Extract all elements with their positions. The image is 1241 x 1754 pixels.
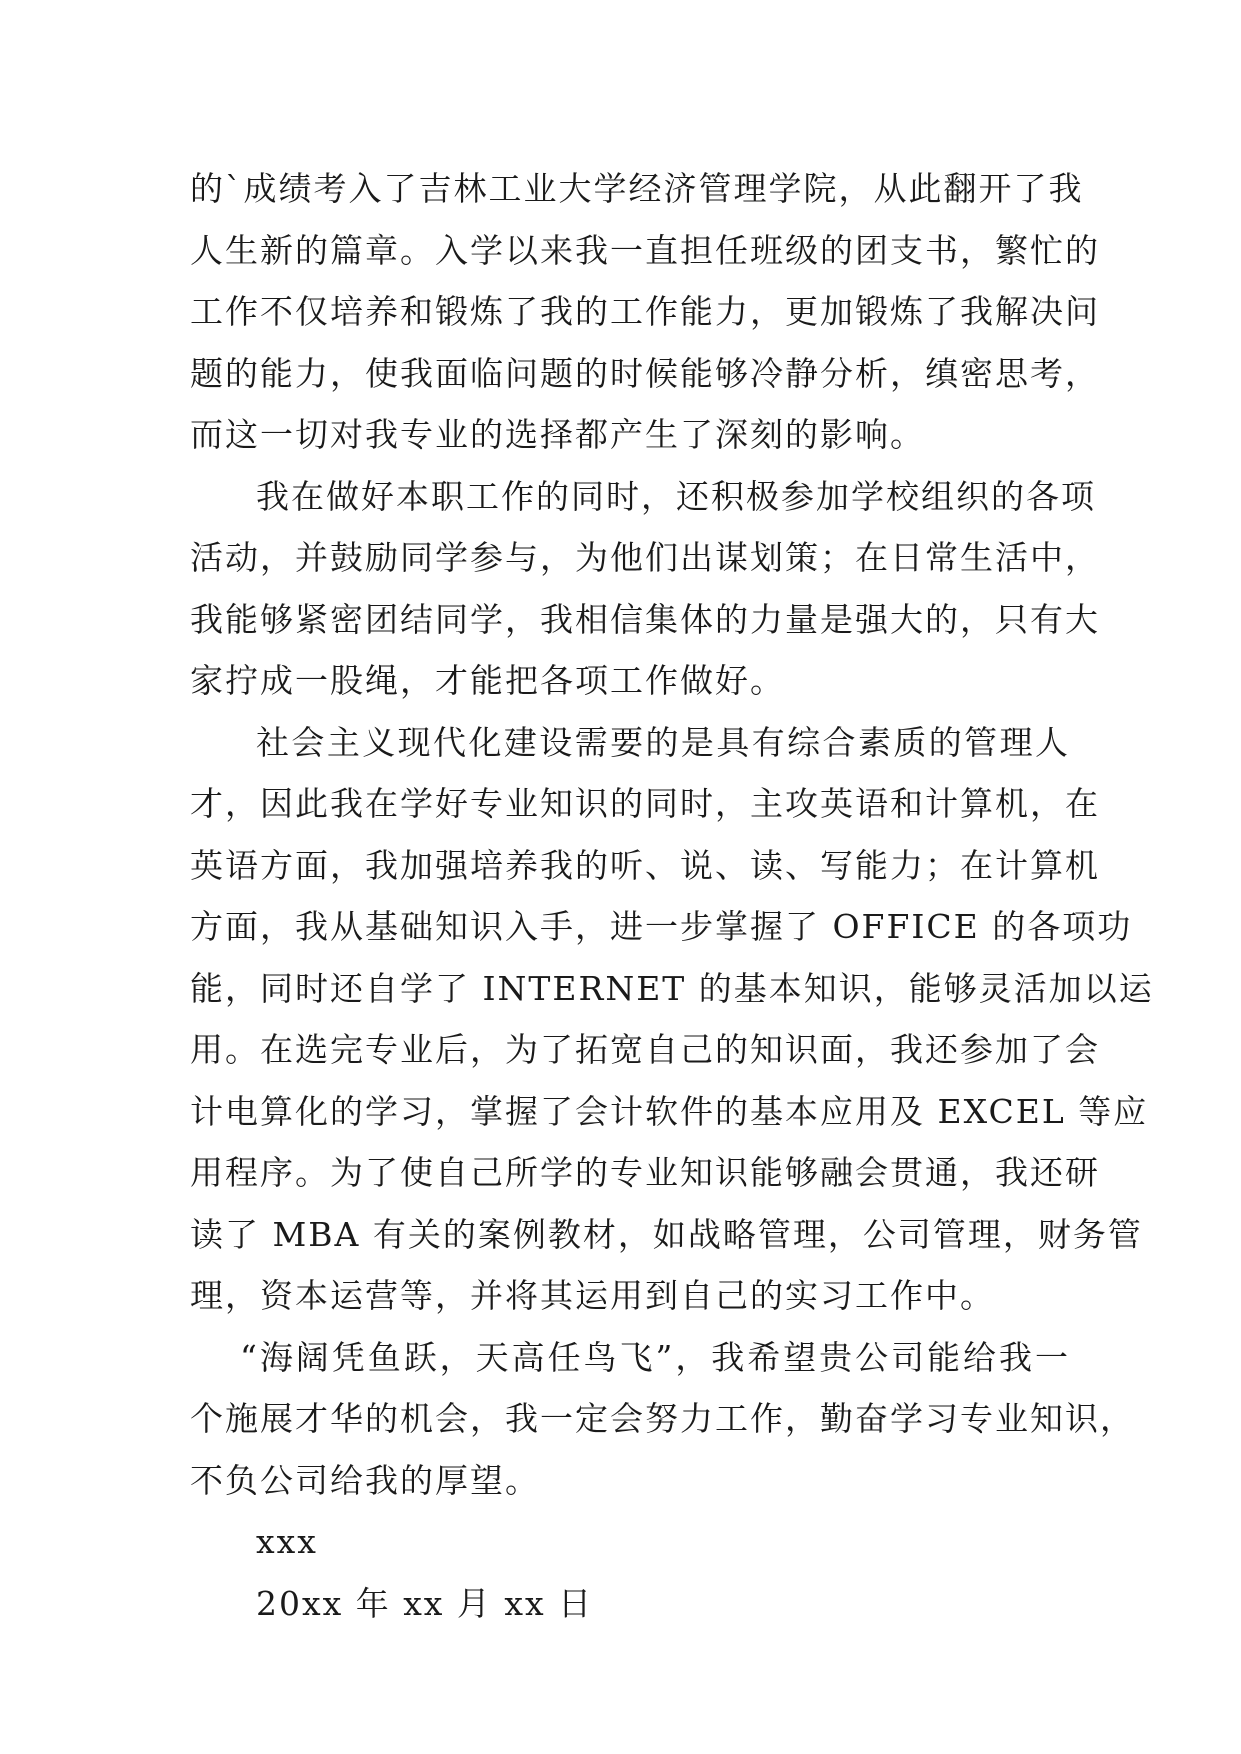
text-line: 方面，我从基础知识入手，进一步掌握了 OFFICE 的各项功 [190,907,1133,946]
text-line: 我能够紧密团结同学，我相信集体的力量是强大的，只有大 [190,599,1100,639]
text-line: 英语方面，我加强培养我的听、说、读、写能力；在计算机 [190,845,1100,885]
text-line: 读了 MBA 有关的案例教材，如战略管理，公司管理，财务管 [190,1214,1143,1254]
text-line: 用。在选完专业后，为了拓宽自己的知识面，我还参加了会 [190,1030,1100,1069]
paragraph-4 [190,1327,1135,1512]
text-line: 能，同时还自学了 INTERNET 的基本知识，能够灵活加以运 [190,968,1154,1008]
text-line: 才，因此我在学好专业知识的同时，主攻英语和计算机，在 [190,784,1100,823]
text-line: 社会主义现代化建设需要的是具有综合素质的管理人 [256,722,1070,762]
text-line: 家拧成一股绳，才能把各项工作做好。 [190,661,785,700]
paragraph-1 [190,158,1100,466]
text-line: 计电算化的学习，掌握了会计软件的基本应用及 EXCEL 等应 [190,1091,1149,1131]
signature-date: 20xx 年 xx 月 xx 日 [256,1583,594,1623]
text-line: 不负公司给我的厚望。 [190,1460,540,1500]
text-line: 个施展才华的机会，我一定会努力工作，勤奋学习专业知识， [190,1399,1135,1438]
text-line: 我在做好本职工作的同时，还积极参加学校组织的各项 [256,476,1096,516]
text-line: 活动，并鼓励同学参与，为他们出谋划策；在日常生活中， [190,538,1100,577]
text-line: “海阔凭鱼跃，天高任鸟飞”，我希望贵公司能给我一 [240,1337,1070,1377]
text-line: 人生新的篇章。入学以来我一直担任班级的团支书，繁忙的 [190,230,1100,270]
letter-body [190,158,1154,1634]
signature-name: xxx [256,1522,318,1561]
paragraph-3 [190,712,1154,1327]
text-line: 的`成绩考入了吉林工业大学经济管理学院，从此翻开了我 [190,169,1084,208]
paragraph-2 [190,466,1100,712]
text-line: 而这一切对我专业的选择都产生了深刻的影响。 [190,415,925,454]
text-line: 理，资本运营等，并将其运用到自己的实习工作中。 [190,1276,995,1315]
text-line: 工作不仅培养和锻炼了我的工作能力，更加锻炼了我解决问 [190,292,1100,331]
text-line: 题的能力，使我面临问题的时候能够冷静分析，缜密思考， [190,353,1100,393]
text-line: 用程序。为了使自己所学的专业知识能够融会贯通，我还研 [190,1153,1100,1192]
